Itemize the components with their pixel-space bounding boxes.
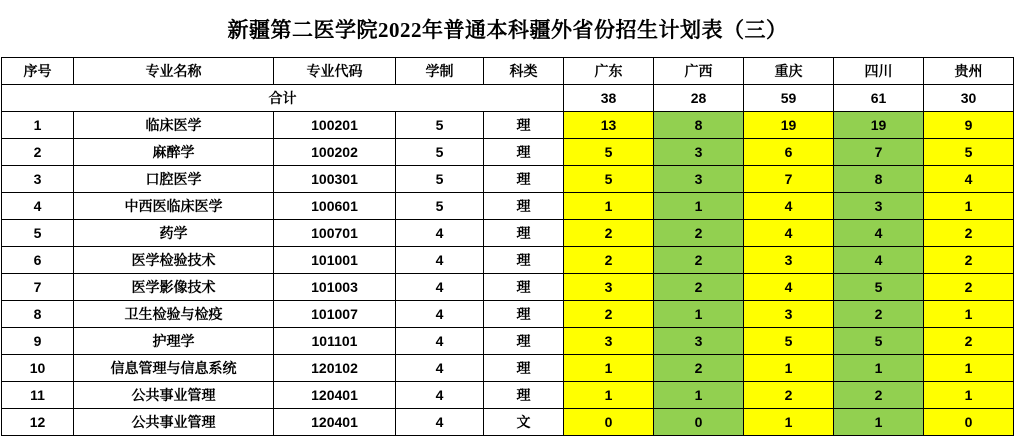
row-major-code: 101003: [274, 274, 396, 301]
row-no: 8: [2, 301, 74, 328]
row-major-name: 中西医临床医学: [74, 193, 274, 220]
row-no: 7: [2, 274, 74, 301]
row-guangxi: 8: [654, 112, 744, 139]
row-guangxi: 3: [654, 139, 744, 166]
row-guizhou: 1: [924, 301, 1014, 328]
table-row: [2, 220, 1014, 247]
header-province-chongqing: 重庆: [744, 58, 834, 85]
row-guangdong: 1: [564, 382, 654, 409]
row-major-name: 麻醉学: [74, 139, 274, 166]
row-sichuan: 2: [834, 382, 924, 409]
row-chongqing: 7: [744, 166, 834, 193]
row-chongqing: 6: [744, 139, 834, 166]
table-row: [2, 139, 1014, 166]
header-major-code: 专业代码: [274, 58, 396, 85]
row-sichuan: 4: [834, 247, 924, 274]
row-guizhou: 9: [924, 112, 1014, 139]
table-row: [2, 274, 1014, 301]
row-sichuan: 2: [834, 301, 924, 328]
row-major-name: 公共事业管理: [74, 409, 274, 436]
row-category: 理: [484, 328, 564, 355]
row-duration: 4: [396, 247, 484, 274]
row-major-code: 120401: [274, 382, 396, 409]
row-major-name: 公共事业管理: [74, 382, 274, 409]
row-category: 理: [484, 247, 564, 274]
row-sichuan: 7: [834, 139, 924, 166]
row-guangdong: 2: [564, 220, 654, 247]
row-category: 理: [484, 166, 564, 193]
row-duration: 4: [396, 355, 484, 382]
row-major-name: 临床医学: [74, 112, 274, 139]
total-sichuan: 61: [834, 85, 924, 112]
table-row: [2, 301, 1014, 328]
row-guangdong: 0: [564, 409, 654, 436]
row-major-code: 100201: [274, 112, 396, 139]
row-no: 2: [2, 139, 74, 166]
row-duration: 4: [396, 328, 484, 355]
row-major-code: 101007: [274, 301, 396, 328]
row-guangdong: 2: [564, 247, 654, 274]
row-major-name: 口腔医学: [74, 166, 274, 193]
row-major-name: 护理学: [74, 328, 274, 355]
row-major-code: 100202: [274, 139, 396, 166]
row-sichuan: 5: [834, 328, 924, 355]
row-guangdong: 3: [564, 274, 654, 301]
row-guangdong: 1: [564, 193, 654, 220]
row-guangxi: 2: [654, 355, 744, 382]
row-sichuan: 5: [834, 274, 924, 301]
row-major-code: 100301: [274, 166, 396, 193]
table-row: [2, 112, 1014, 139]
table-row: [2, 355, 1014, 382]
row-no: 3: [2, 166, 74, 193]
row-guizhou: 4: [924, 166, 1014, 193]
row-guizhou: 1: [924, 382, 1014, 409]
row-category: 理: [484, 274, 564, 301]
row-chongqing: 5: [744, 328, 834, 355]
row-no: 12: [2, 409, 74, 436]
row-no: 6: [2, 247, 74, 274]
row-major-code: 120401: [274, 409, 396, 436]
row-sichuan: 19: [834, 112, 924, 139]
row-chongqing: 3: [744, 247, 834, 274]
header-province-guizhou: 贵州: [924, 58, 1014, 85]
row-sichuan: 1: [834, 409, 924, 436]
row-duration: 5: [396, 166, 484, 193]
row-duration: 5: [396, 112, 484, 139]
row-major-name: 医学检验技术: [74, 247, 274, 274]
row-chongqing: 3: [744, 301, 834, 328]
total-label: 合计: [2, 85, 564, 112]
row-guizhou: 2: [924, 220, 1014, 247]
header-duration: 学制: [396, 58, 484, 85]
header-province-guangxi: 广西: [654, 58, 744, 85]
header-province-guangdong: 广东: [564, 58, 654, 85]
row-no: 11: [2, 382, 74, 409]
total-guizhou: 30: [924, 85, 1014, 112]
row-sichuan: 1: [834, 355, 924, 382]
row-guizhou: 1: [924, 355, 1014, 382]
row-no: 1: [2, 112, 74, 139]
row-category: 理: [484, 382, 564, 409]
row-duration: 4: [396, 382, 484, 409]
row-guangdong: 13: [564, 112, 654, 139]
table-row: [2, 193, 1014, 220]
row-category: 理: [484, 112, 564, 139]
total-guangxi: 28: [654, 85, 744, 112]
row-category: 理: [484, 139, 564, 166]
row-guangdong: 5: [564, 139, 654, 166]
row-no: 10: [2, 355, 74, 382]
total-row: [2, 85, 1014, 112]
row-guangdong: 5: [564, 166, 654, 193]
row-chongqing: 19: [744, 112, 834, 139]
row-sichuan: 4: [834, 220, 924, 247]
row-guangdong: 2: [564, 301, 654, 328]
row-guangxi: 3: [654, 328, 744, 355]
row-major-code: 101101: [274, 328, 396, 355]
header-major-name: 专业名称: [74, 58, 274, 85]
row-guangxi: 1: [654, 301, 744, 328]
row-guizhou: 5: [924, 139, 1014, 166]
total-chongqing: 59: [744, 85, 834, 112]
admission-plan-table: [1, 57, 1014, 436]
row-major-code: 120102: [274, 355, 396, 382]
table-row: [2, 328, 1014, 355]
row-major-code: 100701: [274, 220, 396, 247]
row-no: 5: [2, 220, 74, 247]
row-sichuan: 8: [834, 166, 924, 193]
row-guangdong: 1: [564, 355, 654, 382]
row-guangxi: 2: [654, 274, 744, 301]
table-row: [2, 166, 1014, 193]
row-chongqing: 2: [744, 382, 834, 409]
table-row: [2, 247, 1014, 274]
table-header-row: [2, 58, 1014, 85]
row-chongqing: 1: [744, 409, 834, 436]
row-guizhou: 0: [924, 409, 1014, 436]
row-guangxi: 3: [654, 166, 744, 193]
row-major-name: 卫生检验与检疫: [74, 301, 274, 328]
row-duration: 5: [396, 193, 484, 220]
row-guizhou: 2: [924, 274, 1014, 301]
row-duration: 4: [396, 409, 484, 436]
page-title: 新疆第二医学院2022年普通本科疆外省份招生计划表（三）: [227, 18, 788, 42]
row-major-code: 100601: [274, 193, 396, 220]
total-guangdong: 38: [564, 85, 654, 112]
row-no: 9: [2, 328, 74, 355]
row-guangxi: 2: [654, 220, 744, 247]
row-duration: 4: [396, 220, 484, 247]
row-chongqing: 1: [744, 355, 834, 382]
row-major-name: 药学: [74, 220, 274, 247]
row-no: 4: [2, 193, 74, 220]
table-row: [2, 409, 1014, 436]
row-guangxi: 2: [654, 247, 744, 274]
table-row: [2, 382, 1014, 409]
row-guizhou: 2: [924, 328, 1014, 355]
row-guizhou: 2: [924, 247, 1014, 274]
row-sichuan: 3: [834, 193, 924, 220]
row-category: 理: [484, 301, 564, 328]
row-guangdong: 3: [564, 328, 654, 355]
row-major-code: 101001: [274, 247, 396, 274]
row-guangxi: 1: [654, 193, 744, 220]
row-chongqing: 4: [744, 220, 834, 247]
row-guangxi: 0: [654, 409, 744, 436]
row-guangxi: 1: [654, 382, 744, 409]
row-major-name: 信息管理与信息系统: [74, 355, 274, 382]
header-category: 科类: [484, 58, 564, 85]
header-no: 序号: [2, 58, 74, 85]
row-duration: 5: [396, 139, 484, 166]
row-guizhou: 1: [924, 193, 1014, 220]
row-category: 理: [484, 355, 564, 382]
row-category: 理: [484, 193, 564, 220]
header-province-sichuan: 四川: [834, 58, 924, 85]
row-major-name: 医学影像技术: [74, 274, 274, 301]
row-duration: 4: [396, 274, 484, 301]
row-chongqing: 4: [744, 193, 834, 220]
row-duration: 4: [396, 301, 484, 328]
row-category: 理: [484, 220, 564, 247]
row-category: 文: [484, 409, 564, 436]
row-chongqing: 4: [744, 274, 834, 301]
